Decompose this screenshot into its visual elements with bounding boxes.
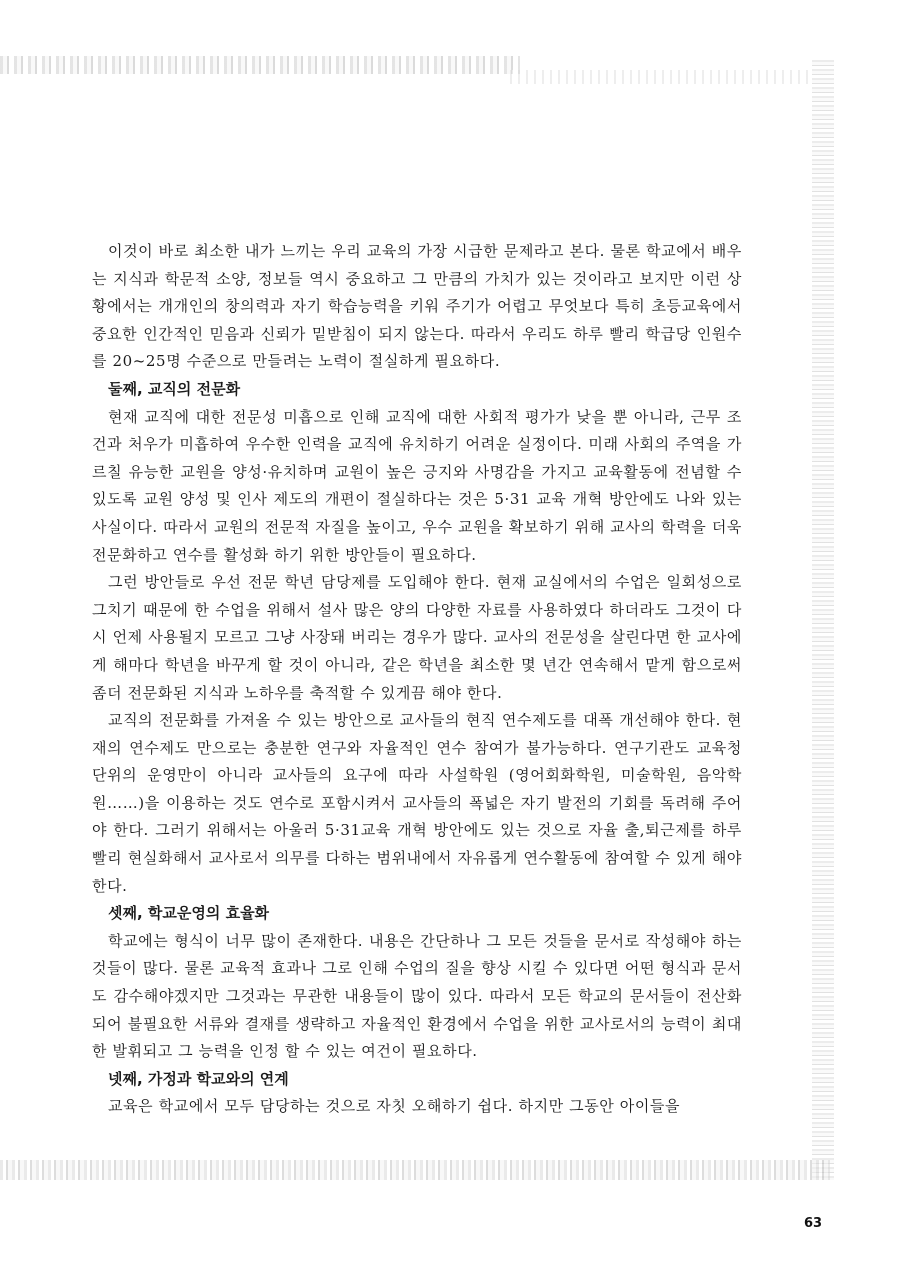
paragraph-class-size: 이것이 바로 최소한 내가 느끼는 우리 교육의 가장 시급한 문제라고 본다. 물론 학교에서 배우는 지식과 학문적 소양, 정보들 역시 중요하고 그 만큼의 가치가 있는 것이라고 보지만 이런 상황에서는 개개인의 창의력과 자기 학습능력을 키워 주기가 어렵고 무엇보다 특히 초등교육에서 중요한 인간적인 믿음과 신뢰가 밑받침이 되지 않는다. 따라서 우리도 하루 빨리 학급당 인원수를 20~25명 수준으로 만들려는 노력이 절실하게 필요하다. — [92, 242, 742, 371]
section-heading-home-school-link: 넷째, 가정과 학교와의 연계 — [108, 1069, 289, 1088]
paragraph-grade-assignment: 그런 방안들로 우선 전문 학년 담당제를 도입해야 한다. 현재 교실에서의 수업은 일회성으로 그치기 때문에 한 수업을 위해서 설사 많은 양의 다양한 자료를 사용하였다 하더라도 그것이 다시 언제 사용될지 모르고 그냥 사장돼 버리는 경우가 많다. 교사의 전문성을 살린다면 한 교사에게 해마다 학년을 바꾸게 할 것이 아니라, 같은 학년을 최소한 몇 년간 연속해서 맡게 함으로써 좀더 전문화된 지식과 노하우를 축적할 수 있게끔 해야 한다. — [92, 573, 742, 702]
scan-artifact-right — [812, 60, 834, 1180]
scan-artifact-top — [0, 56, 520, 74]
article-body — [92, 238, 742, 1121]
paragraph-professionalism-intro: 현재 교직에 대한 전문성 미흡으로 인해 교직에 대한 사회적 평가가 낮을 뿐 아니라, 근무 조건과 처우가 미흡하여 우수한 인력을 교직에 유치하기 어려운 실정이다. 미래 사회의 주역을 가르칠 유능한 교원을 양성·유치하며 교원이 높은 긍지와 사명감을 가지고 교육활동에 전념할 수 있도록 교원 양성 및 인사 제도의 개편이 절실하다는 것은 5·31 교육 개혁 방안에도 나와 있는 사실이다. 따라서 교원의 전문적 자질을 높이고, 우수 교원을 확보하기 위해 교사의 학력을 더욱 전문화하고 연수를 활성화 하기 위한 방안들이 필요하다. — [92, 407, 742, 564]
scan-artifact-top-right — [510, 70, 810, 84]
scan-artifact-bottom — [0, 1160, 830, 1180]
paragraph-home-school-link: 교육은 학교에서 모두 담당하는 것으로 자칫 오해하기 쉽다. 하지만 그동안 아이들을 — [108, 1097, 681, 1116]
page-number: 63 — [804, 1216, 823, 1231]
section-heading-school-efficiency: 셋째, 학교운영의 효율화 — [108, 904, 270, 923]
paragraph-training-system: 교직의 전문화를 가져올 수 있는 방안으로 교사들의 현직 연수제도를 대폭 개선해야 한다. 현재의 연수제도 만으로는 충분한 연구와 자율적인 연수 참여가 불가능하다. 연구기관도 교육청 단위의 운영만이 아니라 교사들의 요구에 따라 사설학원 (영어회화학원, 미술학원, 음악학원……)을 이용하는 것도 연수로 포함시켜서 교사들의 폭넓은 자기 발전의 기회를 독려해 주어야 한다. 그러기 위해서는 아울러 5·31교육 개혁 방안에도 있는 것으로 자율 출,퇴근제를 하루 빨리 현실화해서 교사로서 의무를 다하는 범위내에서 자유롭게 연수활동에 참여할 수 있게 해야 한다. — [92, 711, 742, 895]
section-heading-teacher-professionalism: 둘째, 교직의 전문화 — [108, 379, 241, 398]
paragraph-school-efficiency: 학교에는 형식이 너무 많이 존재한다. 내용은 간단하나 그 모든 것들을 문서로 작성해야 하는 것들이 많다. 물론 교육적 효과나 그로 인해 수업의 질을 향상 시킬 수 있다면 어떤 형식과 문서도 감수해야겠지만 그것과는 무관한 내용들이 많이 있다. 따라서 모든 학교의 문서들이 전산화되어 불필요한 서류와 결재를 생략하고 자율적인 환경에서 수업을 위한 교사로서의 능력이 최대한 발휘되고 그 능력을 인정 할 수 있는 여건이 필요하다. — [92, 931, 742, 1061]
